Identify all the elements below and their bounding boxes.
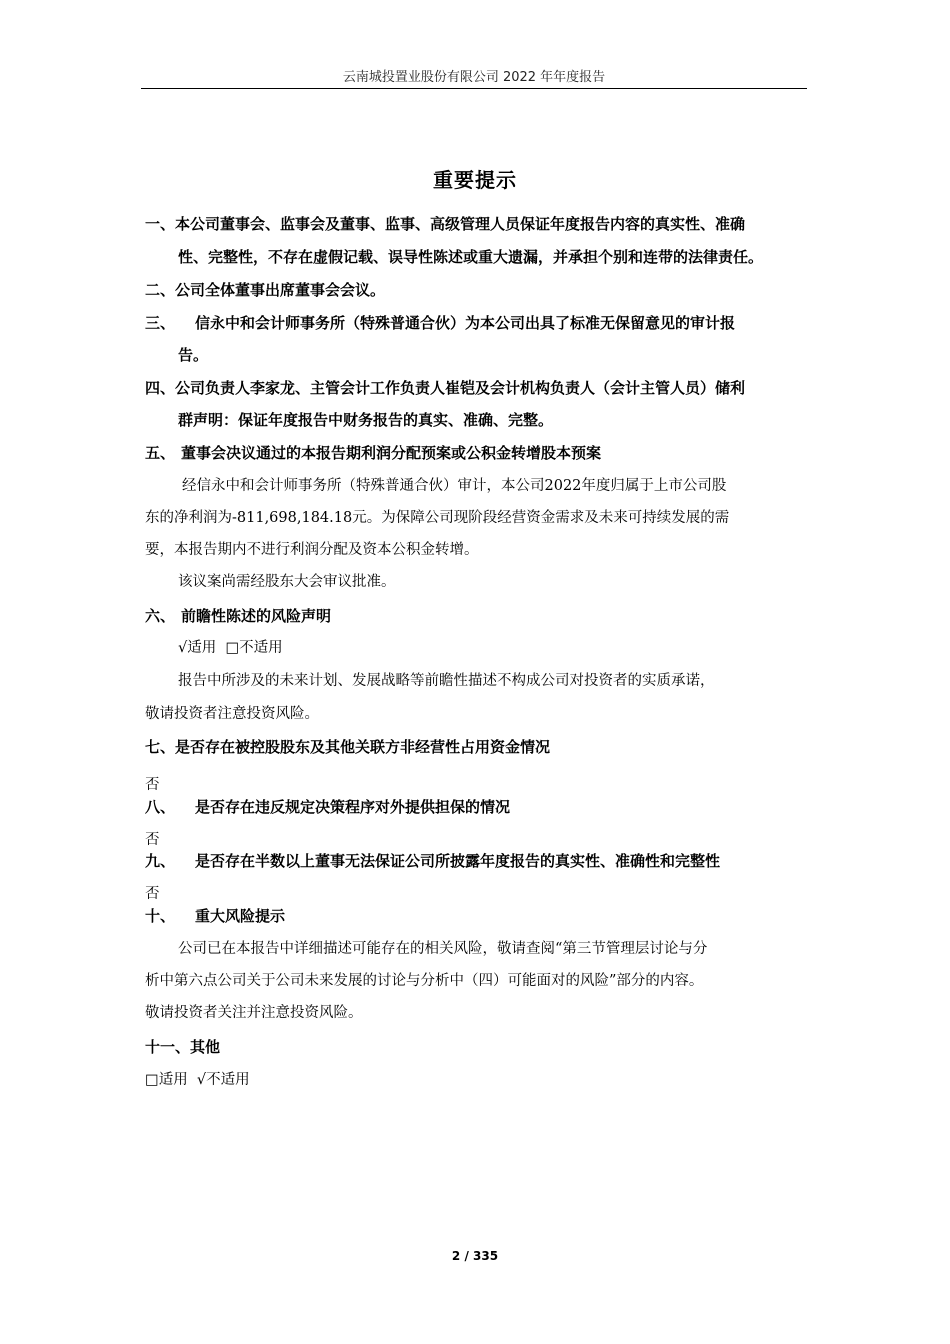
- item-7-answer: 否: [145, 777, 160, 793]
- item-5-paragraph-line-3: 要，本报告期内不进行利润分配及资本公积金转增。: [145, 542, 479, 558]
- item-6-paragraph-line-1: 报告中所涉及的未来计划、发展战略等前瞻性描述不构成公司对投资者的实质承诺，: [178, 673, 715, 689]
- item-10-number: 十、: [145, 907, 176, 925]
- header-divider: [141, 88, 807, 89]
- item-10-paragraph-line-2: 析中第六点公司关于公司未来发展的讨论与分析中（四）可能面对的风险”部分的内容。: [145, 973, 704, 989]
- item-2-number: 二、: [145, 281, 176, 299]
- item-5-paragraph-line-2: 东的净利润为-811,698,184.18元。为保障公司现阶段经营资金需求及未来可持续发展的需: [145, 510, 730, 526]
- item-11-heading-text: 其他: [190, 1038, 221, 1056]
- item-9-number: 九、: [145, 852, 176, 870]
- item-6-heading-text: 前瞻性陈述的风险声明: [181, 607, 332, 625]
- item-3-line-2: 告。: [178, 346, 209, 364]
- item-6-applicability-options: √适用 □不适用: [178, 640, 283, 656]
- item-4-line-2: 群声明：保证年度报告中财务报告的真实、准确、完整。: [178, 411, 554, 429]
- item-5-heading: [145, 443, 601, 463]
- item-11-applicability-options: □适用 √不适用: [145, 1072, 250, 1088]
- item-8-heading: [145, 797, 510, 817]
- item-1-number: 一、: [145, 215, 176, 233]
- item-6-heading: [145, 606, 331, 626]
- item-11-heading: [145, 1037, 220, 1057]
- item-5-approval-note: 该议案尚需经股东大会审议批准。: [178, 574, 396, 590]
- item-3-number: 三、: [145, 314, 176, 332]
- item-5-number: 五、: [145, 444, 176, 462]
- item-3-line-1: [145, 313, 735, 333]
- item-10-heading-text: 重大风险提示: [195, 907, 286, 925]
- item-1-line-1: [145, 214, 745, 234]
- item-11-number: 十一、: [145, 1038, 191, 1056]
- item-7-heading: [145, 737, 550, 757]
- item-9-answer: 否: [145, 886, 160, 902]
- item-5-heading-text: 董事会决议通过的本报告期利润分配预案或公积金转增股本预案: [181, 444, 602, 462]
- item-6-paragraph-line-2: 敬请投资者注意投资风险。: [145, 706, 319, 722]
- item-9-heading-text: 是否存在半数以上董事无法保证公司所披露年度报告的真实性、准确性和完整性: [195, 852, 721, 870]
- item-4-line-1: [145, 378, 745, 398]
- item-10-paragraph-line-1: 公司已在本报告中详细描述可能存在的相关风险，敬请查阅“第三节管理层讨论与分: [178, 941, 708, 957]
- item-6-number: 六、: [145, 607, 176, 625]
- item-7-heading-text: 是否存在被控股股东及其他关联方非经营性占用资金情况: [175, 738, 551, 756]
- item-1-text: 本公司董事会、监事会及董事、监事、高级管理人员保证年度报告内容的真实性、准确: [175, 215, 746, 233]
- item-9-heading: [145, 851, 720, 871]
- item-10-heading: [145, 906, 285, 926]
- item-4-text: 公司负责人李家龙、主管会计工作负责人崔铠及会计机构负责人（会计主管人员）储利: [175, 379, 746, 397]
- item-2-text: 公司全体董事出席董事会会议。: [175, 281, 386, 299]
- item-3-text: 信永中和会计师事务所（特殊普通合伙）为本公司出具了标准无保留意见的审计报: [195, 314, 736, 332]
- item-2: [145, 280, 385, 300]
- page-title: 重要提示: [433, 168, 517, 192]
- page-number: 2 / 335: [451, 1249, 499, 1263]
- item-8-number: 八、: [145, 798, 176, 816]
- item-5-paragraph-line-1: 经信永中和会计师事务所（特殊普通合伙）审计，本公司2022年度归属于上市公司股: [182, 478, 727, 494]
- item-1-line-2: 性、完整性，不存在虚假记载、误导性陈述或重大遗漏，并承担个别和连带的法律责任。: [178, 248, 764, 266]
- item-8-answer: 否: [145, 832, 160, 848]
- item-8-heading-text: 是否存在违反规定决策程序对外提供担保的情况: [195, 798, 511, 816]
- report-header: 云南城投置业股份有限公司 2022 年年度报告: [342, 70, 606, 85]
- item-7-number: 七、: [145, 738, 176, 756]
- item-10-paragraph-line-3: 敬请投资者关注并注意投资风险。: [145, 1005, 363, 1021]
- item-4-number: 四、: [145, 379, 176, 397]
